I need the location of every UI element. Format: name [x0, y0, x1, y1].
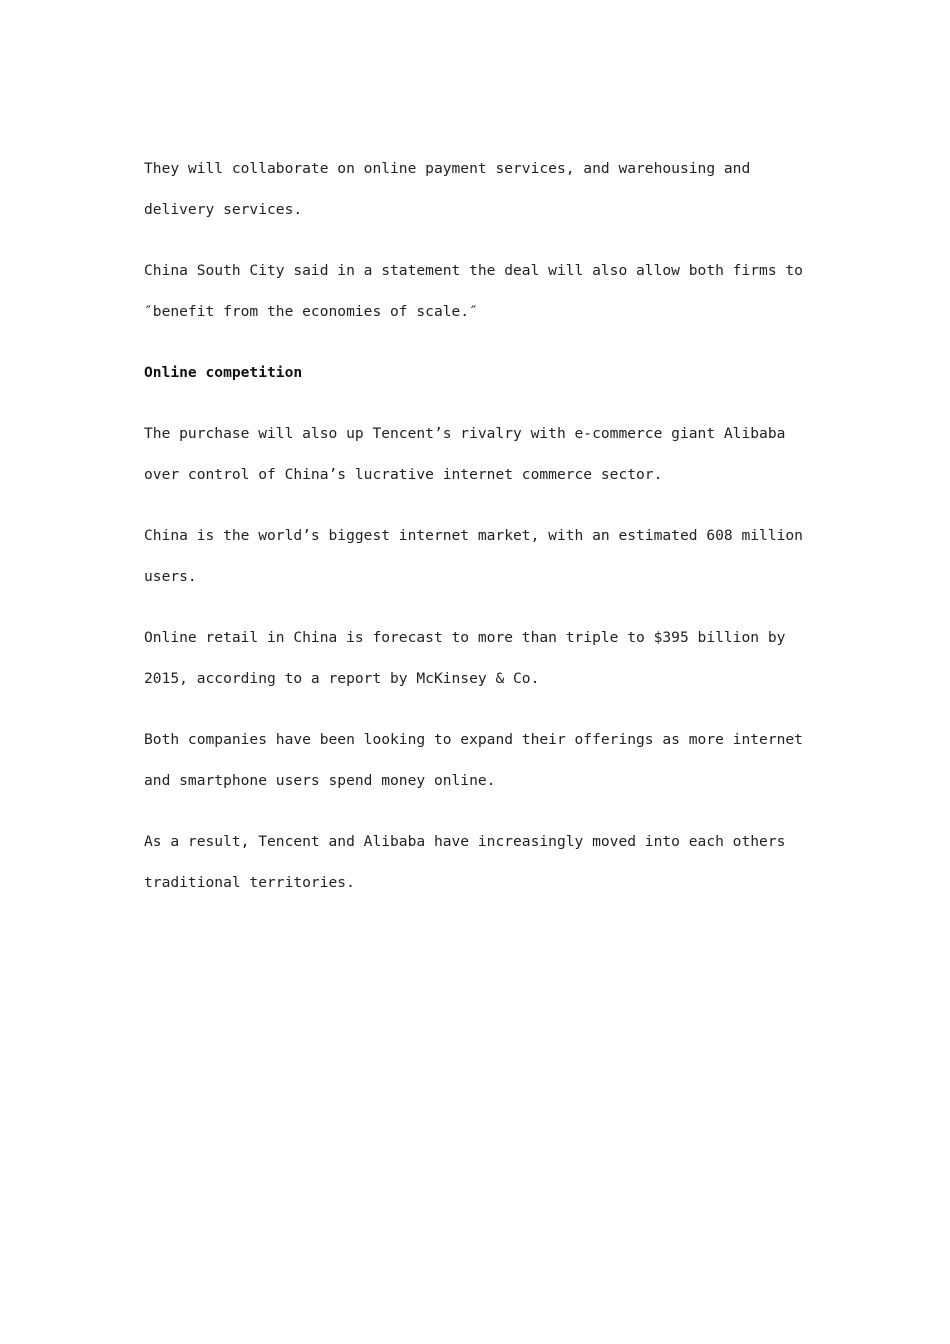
paragraph-collaboration: They will collaborate on online payment services, and warehousing and delivery services.	[144, 160, 751, 218]
paragraph-market: China is the world’s biggest internet market, with an estimated 608 million users.	[144, 527, 803, 585]
document-body	[144, 148, 814, 923]
paragraph-statement: China South City said in a statement the deal will also allow both firms to ″benefit from the economies of scale.″	[144, 262, 803, 320]
paragraph-result: As a result, Tencent and Alibaba have increasingly moved into each others traditional territories.	[144, 833, 786, 891]
paragraph-rivalry: The purchase will also up Tencent’s rivalry with e-commerce giant Alibaba over control of China’s lucrative internet commerce sector.	[144, 425, 786, 483]
paragraph-retail-forecast: Online retail in China is forecast to more than triple to $395 billion by 2015, according to a report by McKinsey & Co.	[144, 629, 786, 687]
section-heading: Online competition	[144, 364, 303, 381]
paragraph-expansion: Both companies have been looking to expand their offerings as more internet and smartphone users spend money online.	[144, 731, 803, 789]
